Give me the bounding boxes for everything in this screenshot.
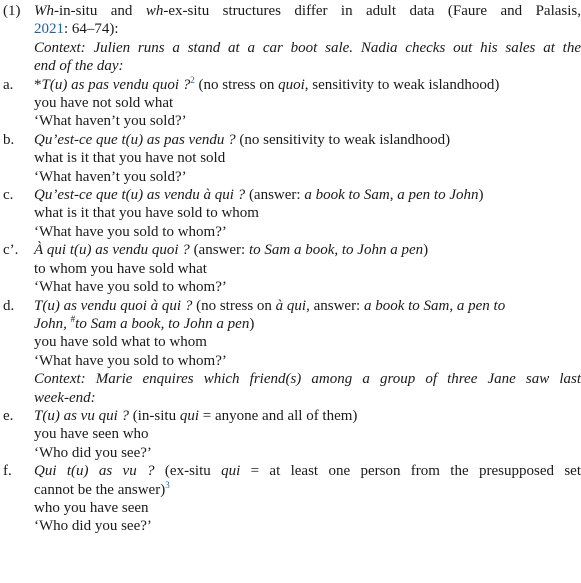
item-a-line: a. *T(u) as pas vendu quoi ?$^2$ (no stress on quoi, sensitivity to weak islandhood) xyxy=(3,74,500,93)
context-1-end: end of the day: xyxy=(34,58,124,75)
item-b-line: b. Qu’est-ce que t(u) as pas vendu ? (no sensitivity to weak islandhood) xyxy=(3,131,451,148)
item-f-translation: ‘Who did you see?’ xyxy=(34,518,152,535)
item-e-label: e. xyxy=(3,407,14,424)
footnote-2-link[interactable]: 2 xyxy=(190,74,195,85)
footnote-3-link[interactable]: 3 xyxy=(165,479,170,490)
item-f-gloss: who you have seen xyxy=(34,499,149,516)
context-1: Context: Julien runs a stand at a car boot sale. Nadia checks out his sales at the xyxy=(34,39,581,56)
item-c-translation: ‘What have you sold to whom?’ xyxy=(34,223,227,240)
example-title: Wh-in-situ and wh-ex-situ structures differ in adult data (Faure and Palasis, xyxy=(34,3,581,19)
context-2: Context: Marie enquires which friend(s) among a group of three Jane saw last xyxy=(34,371,581,388)
item-c-prime-translation: ‘What have you sold to whom?’ xyxy=(34,279,227,296)
item-e-translation: ‘Who did you see?’ xyxy=(34,444,152,461)
context-2-end: week-end: xyxy=(34,389,96,406)
item-b-gloss: what is it that you have not sold xyxy=(34,150,226,167)
item-d-line: d. T(u) as vendu quoi à qui ? (no stress on à qui, answer: a book to Sam, a pen to xyxy=(3,297,506,314)
example-number: (1) xyxy=(3,3,21,19)
item-e-line: e. T(u) as vu qui ? (in-situ qui = anyone and all of them) xyxy=(3,407,358,424)
example-citation: 2021: 64–74): xyxy=(34,21,119,38)
item-d-translation: ‘What have you sold to whom?’ xyxy=(34,352,227,369)
item-d-label: d. xyxy=(3,297,15,314)
citation-year-link[interactable]: 2021 xyxy=(34,21,64,38)
item-d-gloss: you have sold what to whom xyxy=(34,334,207,351)
item-c-line: c. Qu’est-ce que t(u) as vendu à qui ? (answer: a book to Sam, a pen to John) xyxy=(3,187,484,204)
item-a-gloss: you have not sold what xyxy=(34,95,174,112)
item-f-line: f. Qui t(u) as vu ? (ex-situ qui = at least one person from the presupposed set xyxy=(3,463,581,480)
item-c-gloss: what is it that you have sold to whom xyxy=(34,205,259,222)
item-f-label: f. xyxy=(3,463,12,480)
item-c-prime-line: c’. À qui t(u) as vendu quoi ? (answer: to Sam a book, to John a pen) xyxy=(3,242,429,259)
item-e-gloss: you have seen who xyxy=(34,426,149,443)
item-b-translation: ‘What haven’t you sold?’ xyxy=(34,168,187,185)
item-f-line-2: cannot be the answer)$^3$ xyxy=(34,479,170,498)
item-d-line-2: John, #to Sam a book, to John a pen) xyxy=(34,313,255,332)
item-a-translation: ‘What haven’t you sold?’ xyxy=(34,113,187,130)
example-header xyxy=(3,2,581,20)
item-b-label: b. xyxy=(3,131,15,148)
item-c-prime-label: c’. xyxy=(3,242,19,259)
item-c-label: c. xyxy=(3,187,14,204)
item-c-prime-gloss: to whom you have sold what xyxy=(34,260,207,277)
item-a-label: a. xyxy=(3,76,14,93)
